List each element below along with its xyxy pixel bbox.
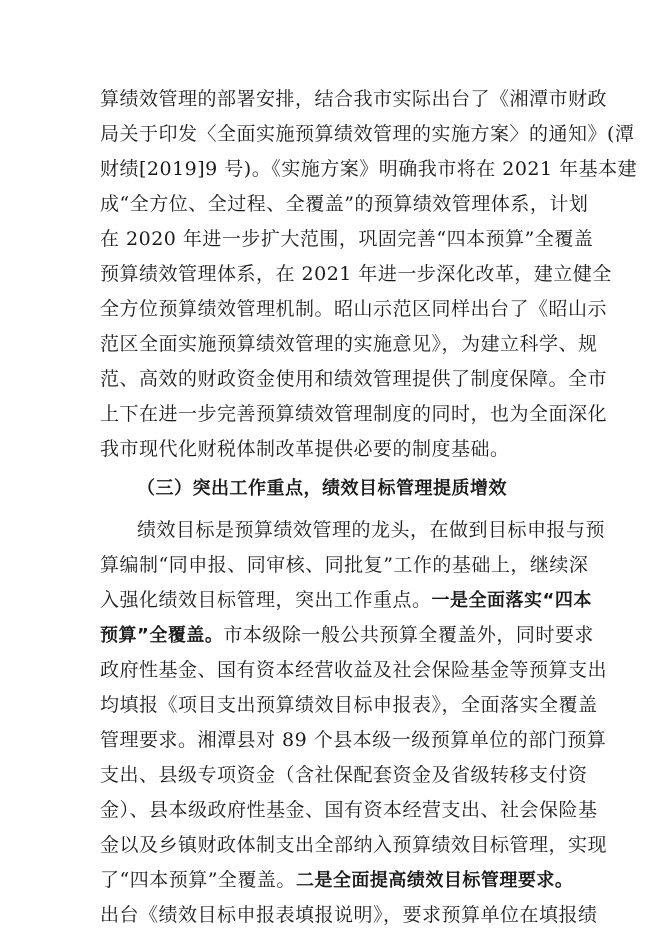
paragraph-line: 管理要求。湘潭县对 89 个县本级一级预算单位的部门预算 — [100, 729, 607, 751]
section-heading: （三）突出工作重点，绩效目标管理提质增效 — [137, 478, 507, 499]
paragraph-line: 均填报《项目支出预算绩效目标申报表》，全面落实全覆盖 — [100, 694, 598, 716]
plain-text: 入强化绩效目标管理，突出工作重点。 — [100, 589, 432, 611]
paragraph-line — [100, 587, 592, 614]
paragraph-line: 支出、县级专项资金（含社保配套资金及省级转移支付资 — [100, 764, 588, 786]
paragraph-line: 全方位预算绩效管理机制。昭山示范区同样出台了《昭山示 — [100, 298, 608, 320]
bold-emphasis: 一是全面落实“四本 — [431, 590, 592, 611]
paragraph-line: 财绩[2019]9 号)。《实施方案》明确我市将在 2021 年基本建 — [100, 158, 638, 180]
paragraph-line: 绩效目标是预算绩效管理的龙头，在做到目标申报与预 — [137, 519, 606, 541]
paragraph-line: 范、高效的财政资金使用和绩效管理提供了制度保障。全市 — [100, 368, 608, 390]
paragraph-line: 金）、县本级政府性基金、国有资本经营支出、社会保险基 — [100, 799, 598, 821]
paragraph-line — [100, 622, 594, 649]
plain-text: 市本级除一般公共预算全覆盖外，同时要求 — [223, 624, 594, 646]
bold-emphasis: 二是全面提高绩效目标管理要求。 — [295, 870, 574, 891]
paragraph-line: 金以及乡镇财政体制支出全部纳入预算绩效目标管理，实现 — [100, 834, 608, 856]
paragraph-line: 算绩效管理的部署安排，结合我市实际出台了《湘潭市财政 — [100, 88, 608, 110]
bold-emphasis: 预算”全覆盖。 — [100, 625, 224, 646]
paragraph-line: 算编制“同申报、同审核、同批复”工作的基础上，继续深 — [100, 554, 589, 576]
paragraph-line: 我市现代化财税体制改革提供必要的制度基础。 — [100, 438, 510, 460]
paragraph-line: 出台《绩效目标申报表填报说明》，要求预算单位在填报绩 — [100, 904, 598, 926]
paragraph-line: 预算绩效管理体系，在 2021 年进一步深化改革，建立健全 — [100, 263, 612, 285]
paragraph-line: 政府性基金、国有资本经营收益及社会保险基金等预算支出 — [100, 659, 608, 681]
paragraph-line: 上下在进一步完善预算绩效管理制度的同时，也为全面深化 — [100, 403, 608, 425]
paragraph-line — [100, 867, 574, 894]
plain-text: 了“四本预算”全覆盖。 — [100, 869, 296, 891]
paragraph-line: 在 2020 年进一步扩大范围，巩固完善“四本预算”全覆盖 — [100, 228, 594, 250]
paragraph-line: 成“全方位、全过程、全覆盖”的预算绩效管理体系，计划 — [100, 193, 589, 215]
paragraph-line: 范区全面实施预算绩效管理的实施意见》，为建立科学、规 — [100, 333, 598, 355]
paragraph-line: 局关于印发〈全面实施预算绩效管理的实施方案〉的通知》(潭 — [100, 123, 635, 145]
